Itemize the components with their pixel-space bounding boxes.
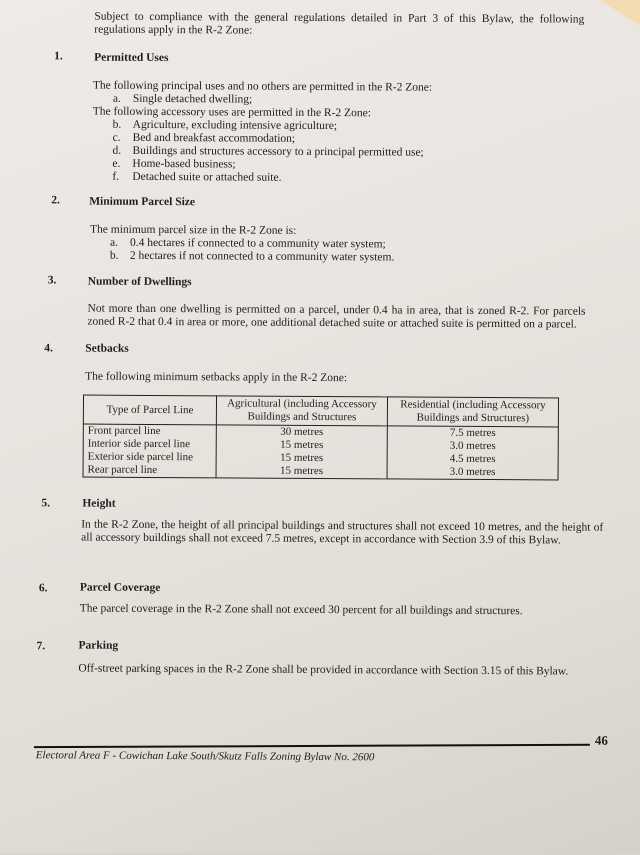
table-cell: Interior side parcel line: [83, 438, 216, 452]
list-letter: a.: [109, 236, 118, 249]
table-cell: 3.0 metres: [387, 439, 558, 453]
setbacks-table: [83, 395, 559, 481]
list-item: [92, 171, 582, 187]
section-2-title: Minimum Parcel Size: [89, 195, 196, 209]
table-cell: 7.5 metres: [387, 426, 558, 441]
list-text: Home-based business;: [132, 157, 236, 171]
section-1-body: [92, 80, 583, 187]
section-1-title: Permitted Uses: [94, 51, 169, 65]
section-4-intro: The following minimum setbacks apply in the R-2 Zone:: [85, 370, 348, 385]
list-letter: f.: [112, 170, 120, 183]
page-number: 46: [594, 732, 608, 748]
list-text: 0.4 hectares if connected to a community water system;: [129, 236, 386, 251]
table-cell: 4.5 metres: [387, 452, 558, 466]
table-cell: 3.0 metres: [387, 465, 558, 480]
column-header: Residential (including Accessory Buildings and Structures): [387, 397, 558, 427]
section-3-title: Number of Dwellings: [87, 275, 192, 289]
table-row: [83, 464, 558, 480]
list-letter: a.: [112, 92, 121, 105]
column-header: Type of Parcel Line: [83, 395, 216, 425]
section-2-body: [90, 224, 580, 266]
table-cell: Rear parcel line: [83, 464, 216, 478]
list-letter: d.: [112, 144, 122, 157]
list-text: Single detached dwelling;: [132, 92, 253, 106]
list-text: Buildings and structures accessory to a principal permitted use;: [132, 144, 424, 159]
principal-uses-intro: The following principal uses and no others are permitted in the R-2 Zone:: [92, 79, 433, 94]
table-cell: 15 metres: [216, 451, 387, 465]
section-6-number: 6.: [38, 582, 48, 595]
intro-paragraph: Subject to compliance with the general regulations detailed in Part 3 of this Bylaw, the following regulations apply in the R-2 Zone:: [94, 10, 585, 37]
list-text: 2 hectares if not connected to a community water system.: [129, 249, 395, 264]
list-text: Agriculture, excluding intensive agriculture;: [132, 118, 338, 133]
section-2-number: 2.: [51, 194, 60, 207]
table-cell: Front parcel line: [83, 424, 216, 438]
parcel-size-intro: The minimum parcel size in the R-2 Zone is:: [90, 223, 297, 237]
section-5-number: 5.: [41, 497, 51, 510]
section-4-number: 4.: [44, 342, 53, 355]
section-6-title: Parcel Coverage: [79, 581, 161, 595]
list-letter: b.: [109, 249, 119, 262]
footer-text: Electoral Area F - Cowichan Lake South/Skutz Falls Zoning Bylaw No. 2600: [35, 749, 375, 764]
table-cell: Exterior side parcel line: [83, 451, 216, 465]
section-7-number: 7.: [36, 640, 46, 653]
section-4-title: Setbacks: [85, 342, 129, 355]
list-letter: e.: [112, 157, 121, 170]
accessory-uses-intro: The following accessory uses are permitted in the R-2 Zone:: [92, 105, 371, 120]
table-cell: 15 metres: [216, 464, 387, 479]
section-7-text: Off-street parking spaces in the R-2 Zone shall be provided in accordance with Section 3.15 of this Bylaw.: [78, 662, 569, 678]
table-header-row: [83, 395, 558, 427]
list-text: Bed and breakfast accommodation;: [132, 131, 296, 145]
list-item: [90, 250, 580, 266]
column-header: Agricultural (including Accessory Buildings and Structures: [216, 396, 387, 426]
table-cell: 30 metres: [216, 425, 387, 440]
section-5-text: In the R-2 Zone, the height of all principal buildings and structures shall not exceed 10 metres, and the height of all accessory buildings shall not exceed 7.5 metres, except in accordance with Section 3.9 of this Bylaw.: [81, 518, 604, 547]
table-cell: 15 metres: [216, 438, 387, 452]
section-1-number: 1.: [54, 50, 63, 63]
section-3-text: Not more than one dwelling is permitted on a parcel, under 0.4 ha in area, that is zoned R-2. For parcels zoned R-2 that 0.4 in area or more, one additional detached suite or attached suite is permitted on a parcel.: [87, 302, 586, 331]
section-5-title: Height: [82, 497, 116, 510]
list-letter: b.: [112, 118, 122, 131]
section-6-text: The parcel coverage in the R-2 Zone shall not exceed 30 percent for all buildings and structures.: [79, 602, 523, 618]
list-letter: c.: [112, 131, 121, 144]
section-3-number: 3.: [47, 274, 57, 287]
section-7-title: Parking: [78, 639, 119, 652]
footer-rule: [34, 744, 590, 748]
list-text: Detached suite or attached suite.: [132, 170, 282, 184]
